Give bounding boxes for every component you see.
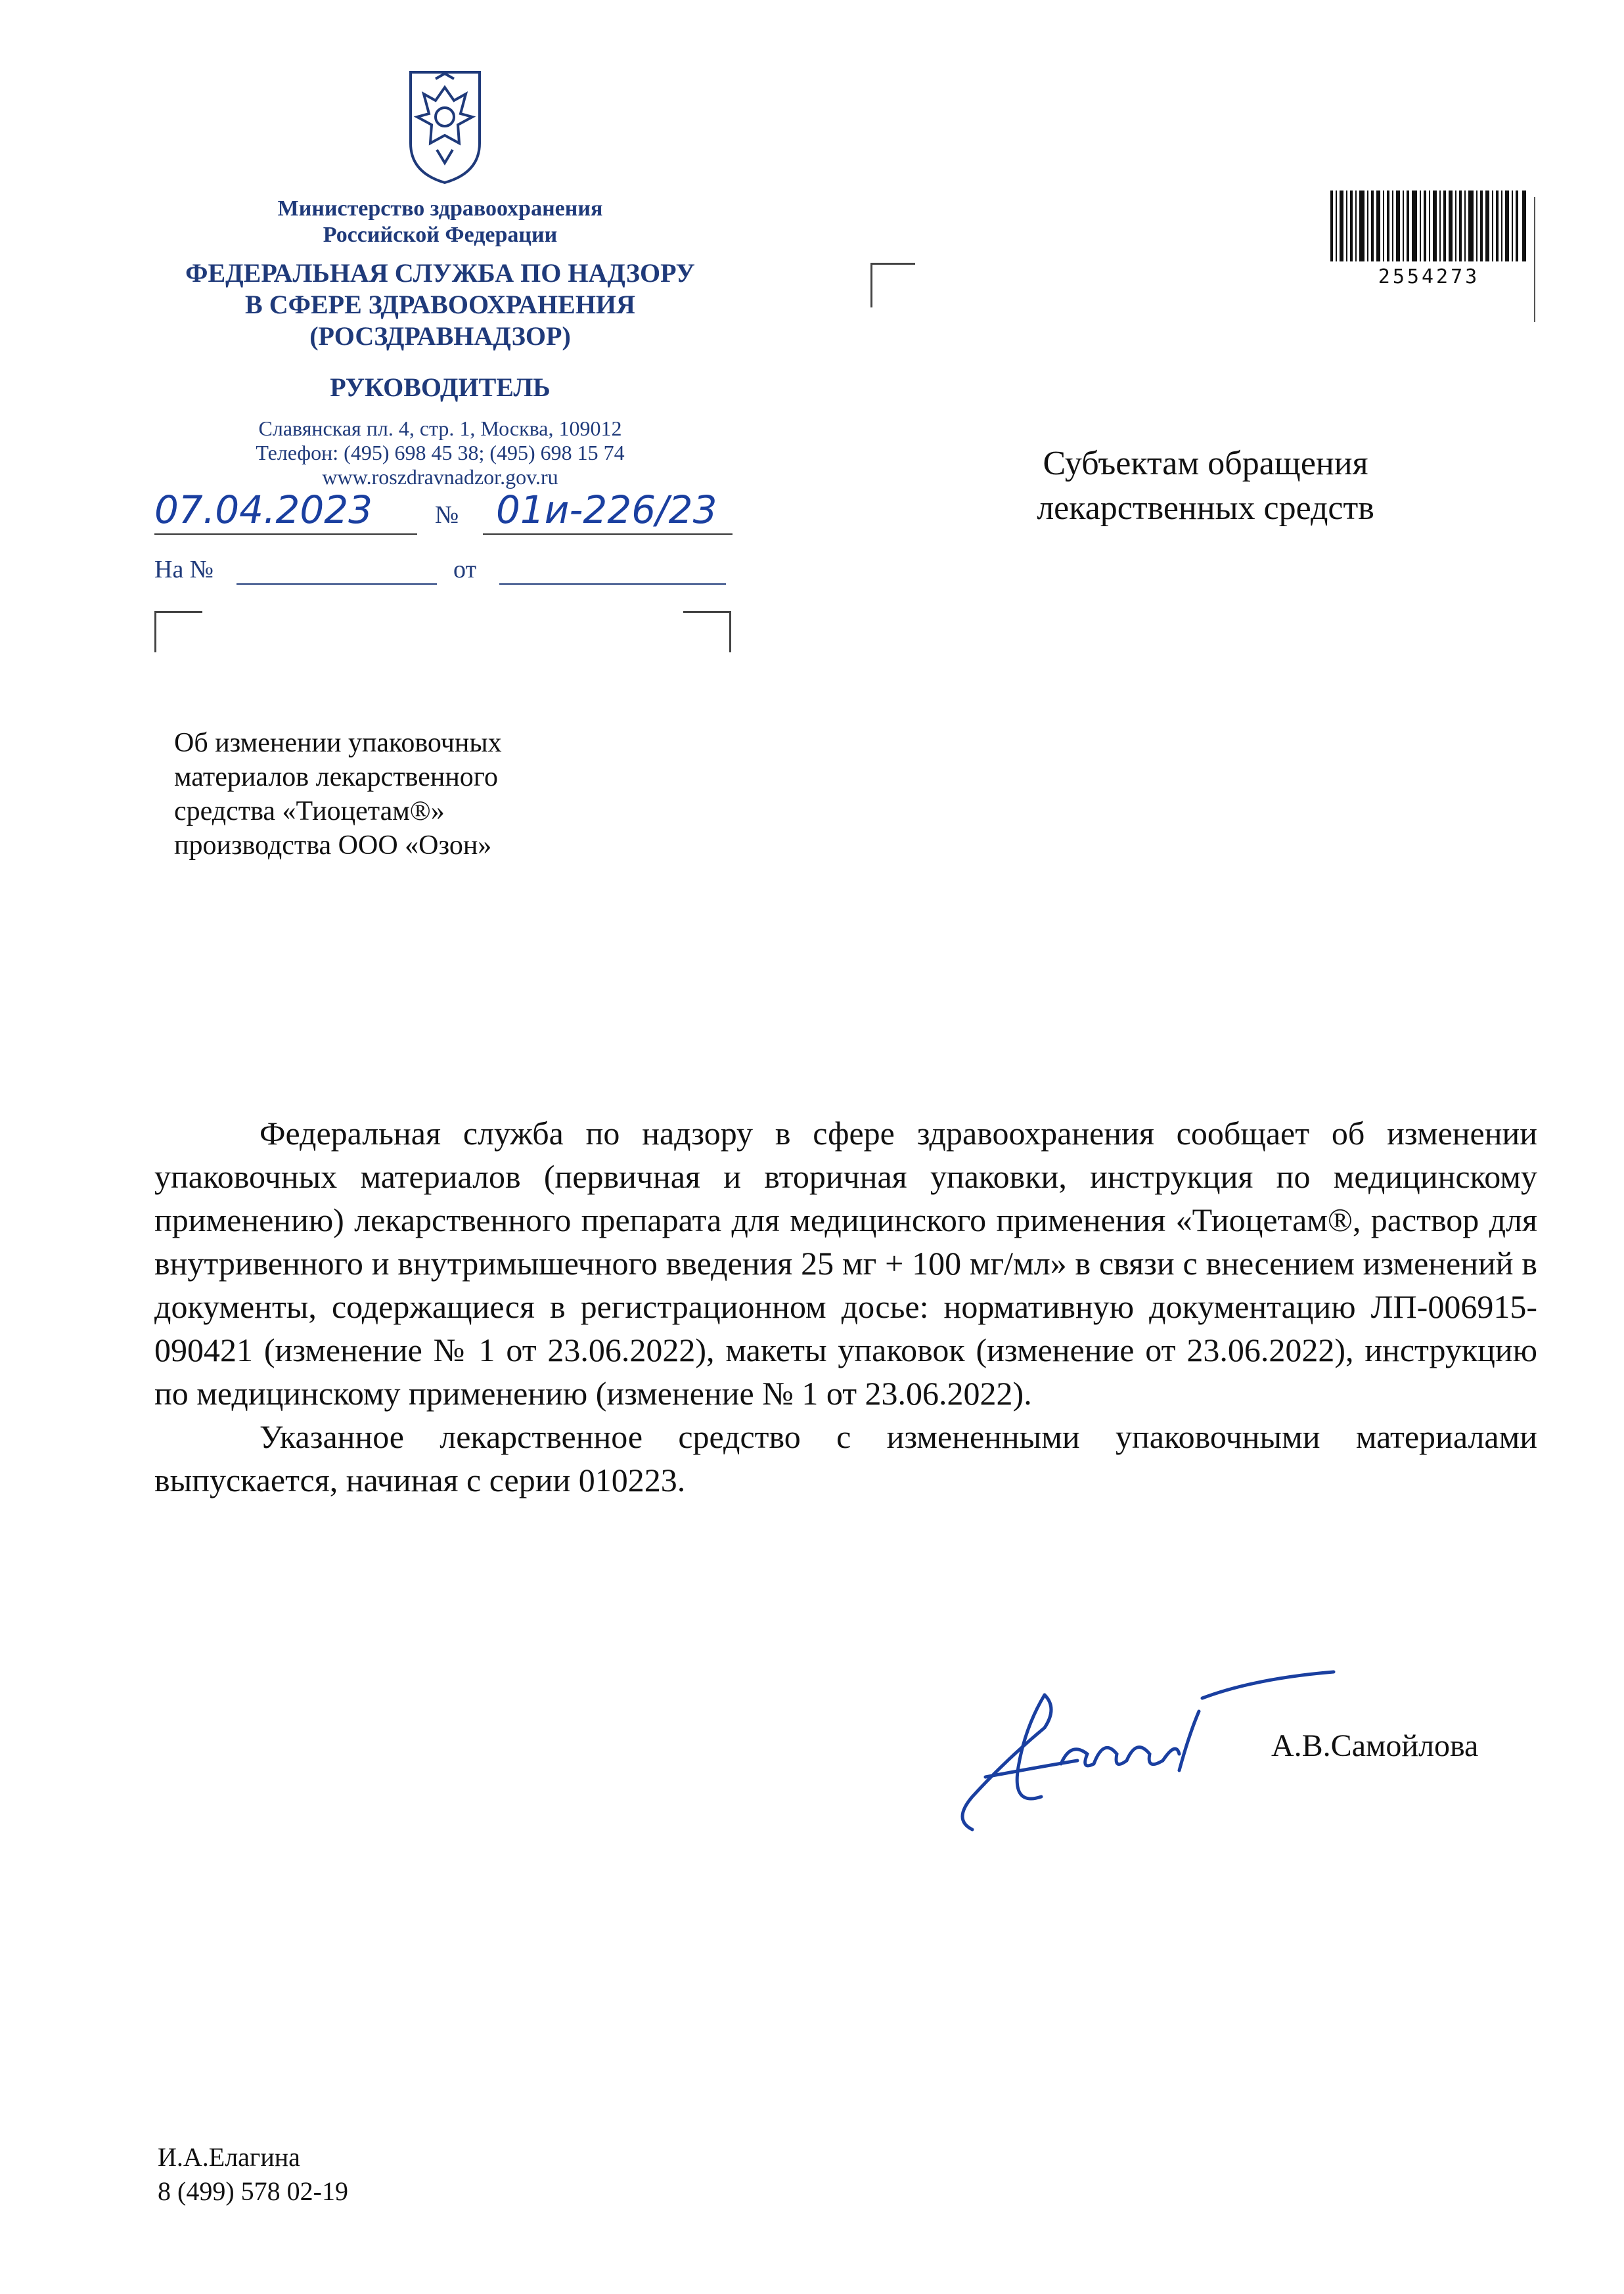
reference-from-label: от: [453, 556, 477, 583]
executor-phone: 8 (499) 578 02-19: [158, 2176, 348, 2206]
reference-date-field: [499, 583, 726, 585]
body-paragraph-2: Указанное лекарственное средство с измененными упаковочными материалами выпускается, начиная с серии 010223.: [154, 1418, 1537, 1498]
reference-number-field: [237, 583, 437, 585]
barcode-number: 2554273: [1378, 265, 1480, 288]
barcode-icon: [1330, 191, 1527, 261]
agency-name-line1: ФЕДЕРАЛЬНАЯ СЛУЖБА ПО НАДЗОРУ: [185, 258, 695, 288]
reference-number-label: На №: [154, 556, 214, 583]
website-line: www.roszdravnadzor.gov.ru: [322, 465, 558, 489]
address-line: Славянская пл. 4, стр. 1, Москва, 109012: [258, 416, 622, 440]
ministry-name-line1: Министерство здравоохранения: [277, 196, 603, 221]
agency-name-line3: (РОСЗДРАВНАДЗОР): [309, 321, 571, 351]
addressee-line2: лекарственных средств: [1037, 489, 1374, 527]
addressee-line1: Субъектам обращения: [1043, 445, 1368, 482]
registration-date: 07.04.2023: [154, 487, 373, 532]
subject-line3: средства «Тиоцетам®»: [174, 796, 445, 826]
position-title: РУКОВОДИТЕЛЬ: [330, 372, 551, 402]
signatory-name: А.В.Самойлова: [1271, 1728, 1479, 1763]
executor-name: И.А.Елагина: [158, 2142, 300, 2172]
coat-of-arms-icon: [397, 64, 493, 186]
phone-line: Телефон: (495) 698 45 38; (495) 698 15 74: [256, 441, 625, 464]
subject-line1: Об изменении упаковочных: [174, 728, 502, 758]
registration-number: 01и-226/23: [496, 487, 717, 532]
subject-line4: производства ООО «Озон»: [174, 830, 492, 861]
number-sign: №: [435, 501, 459, 529]
body-paragraph-1: Федеральная служба по надзору в сфере здравоохранения сообщает об изменении упаковочных материалов (первичная и вторичная упаковки, инструкция по медицинскому применению) лекарственного препарата для медицинского применения «Тиоцетам®, раствор для внутривенного и внутримышечного введения 25 мг + 100 мг/мл» в связи с внесением изменений в документы, содержащиеся в регистрационном досье: нормативную документацию ЛП-006915-090421 (изменение № 1 от 23.06.2022), макеты упаковок (изменение от 23.06.2022), инструкцию по медицинскому применению (изменение № 1 от 23.06.2022).: [154, 1115, 1537, 1412]
subject-line2: материалов лекарственного: [174, 762, 498, 792]
agency-name-line2: В СФЕРЕ ЗДРАВООХРАНЕНИЯ: [245, 290, 635, 319]
ministry-name-line2: Российской Федерации: [323, 223, 558, 247]
